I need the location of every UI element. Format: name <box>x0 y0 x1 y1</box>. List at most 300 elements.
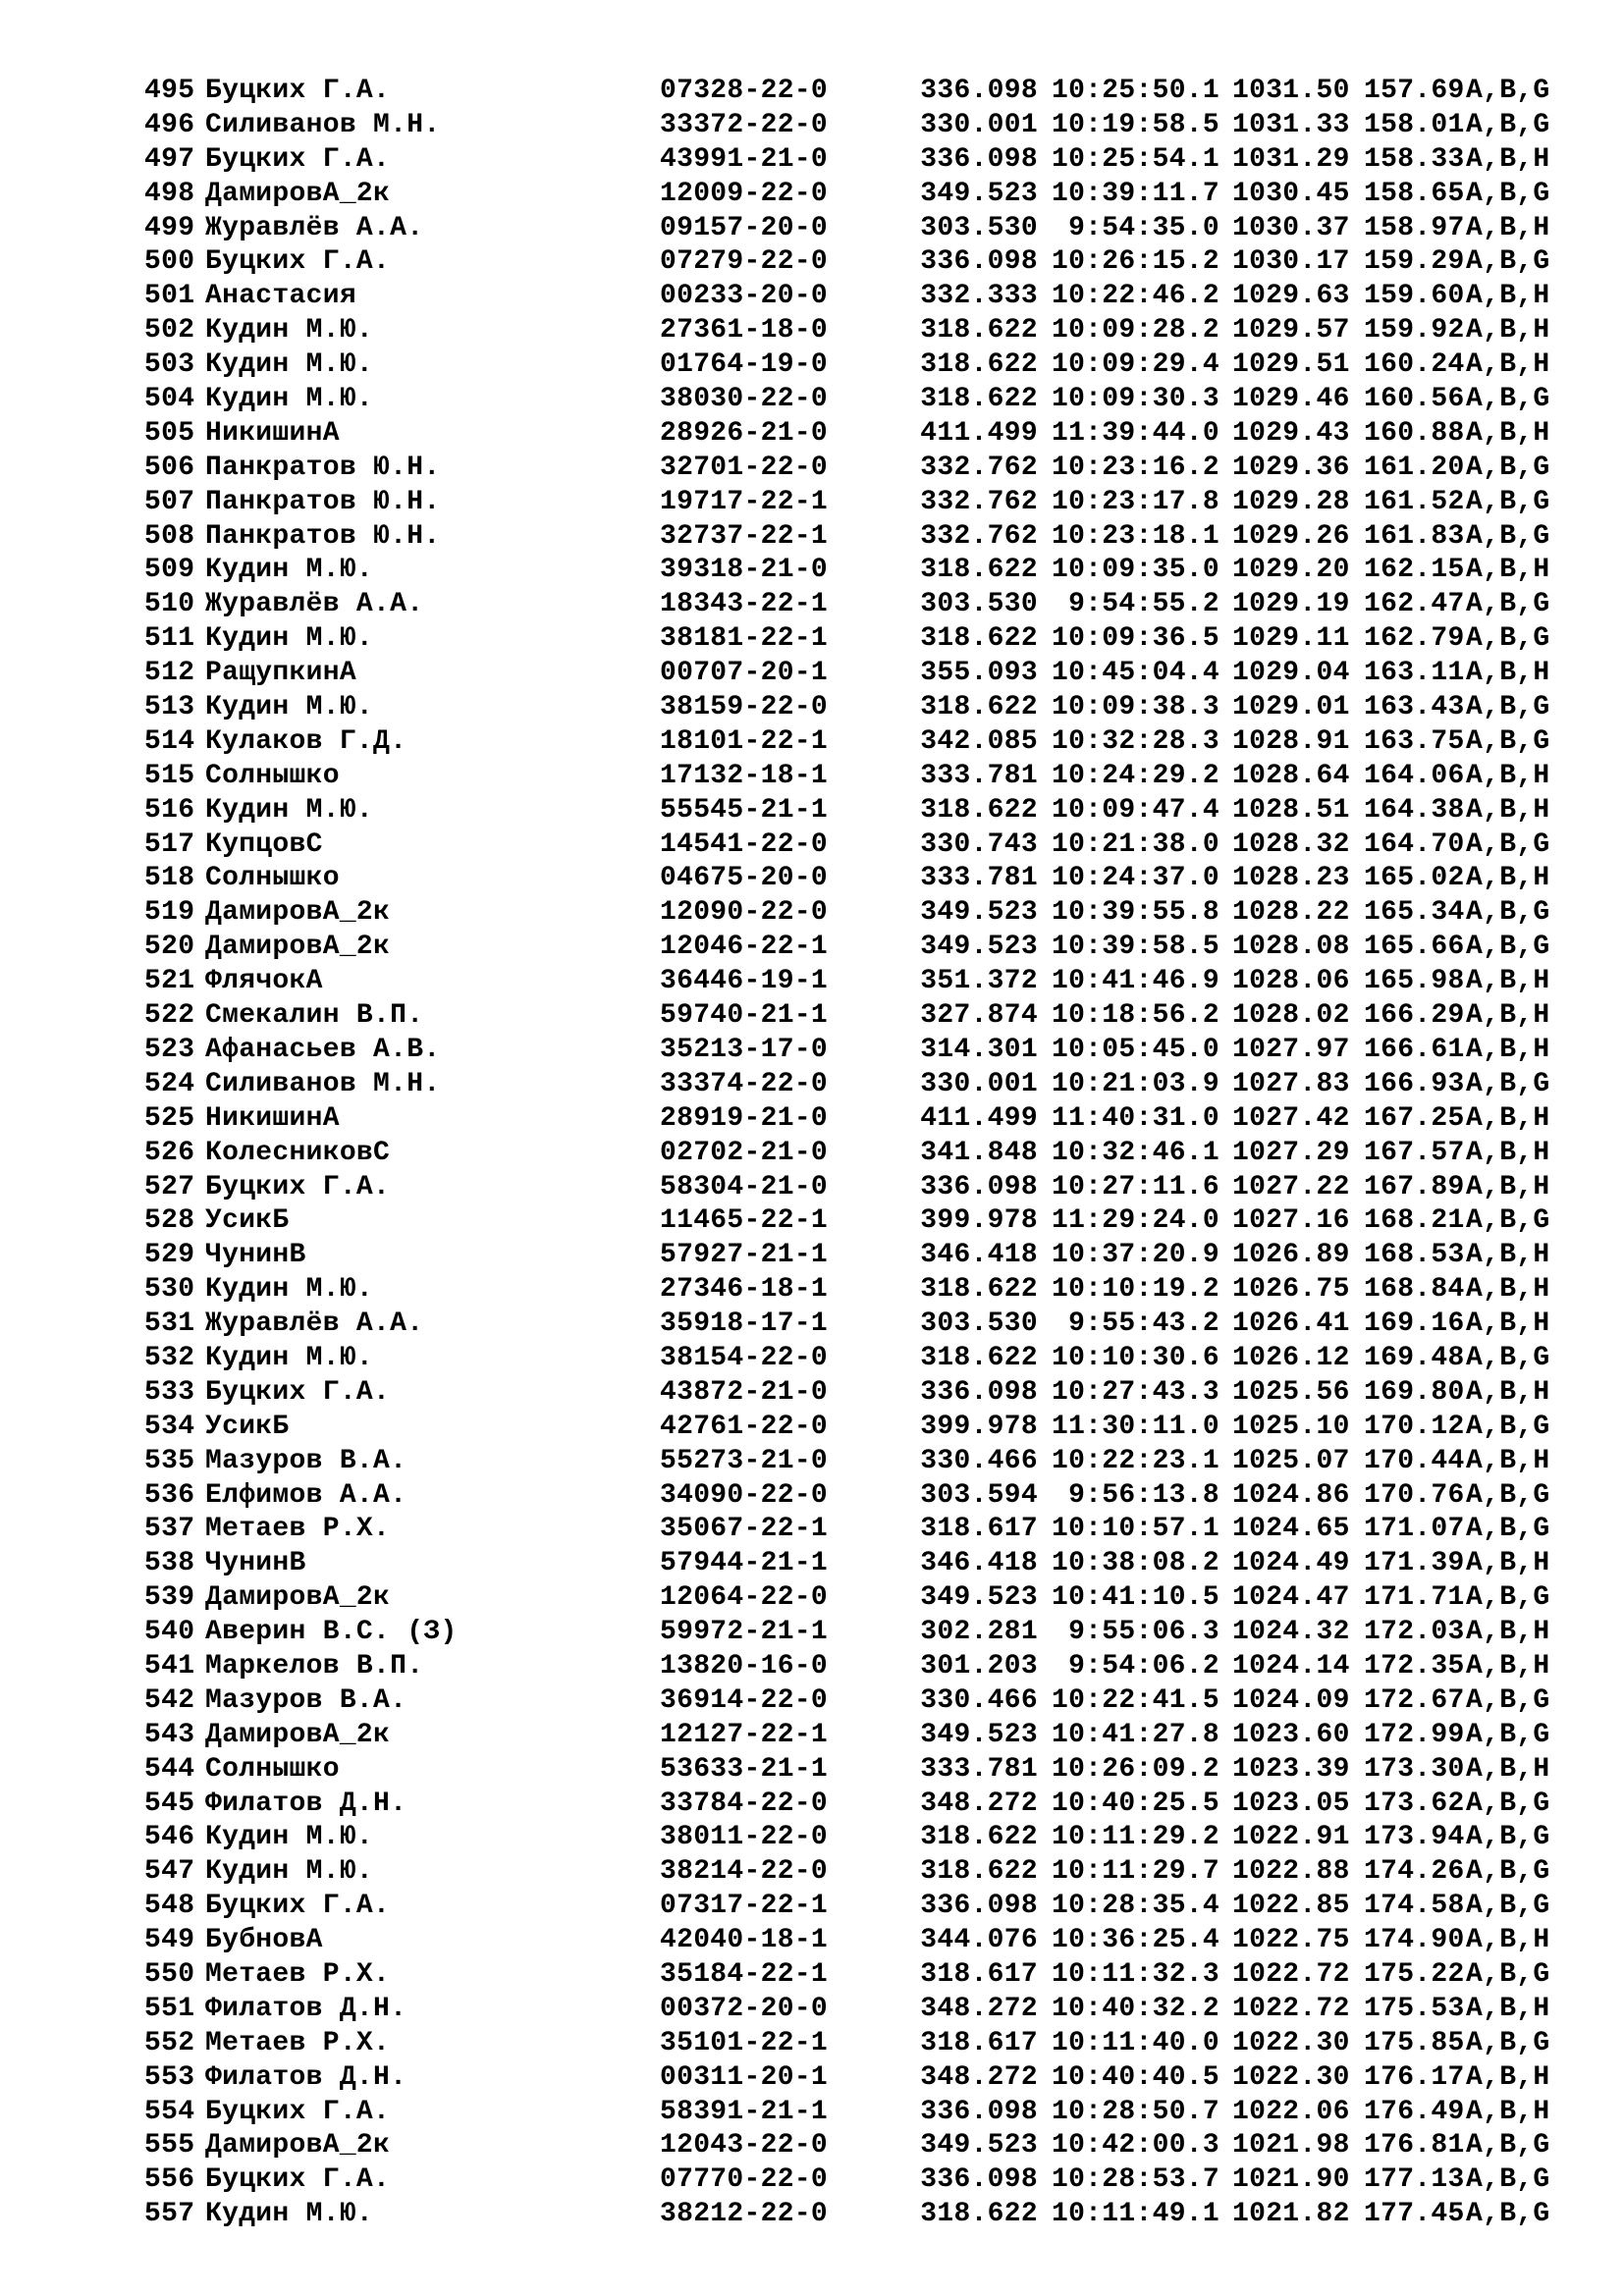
distance: 349.523 <box>920 2130 1038 2162</box>
arrival-time: 10:41:27.8 <box>1051 1719 1219 1750</box>
result-row <box>144 75 1558 109</box>
result-row <box>144 452 1558 486</box>
arrival-time: 10:18:56.2 <box>1051 1000 1219 1032</box>
arrival-time: 10:36:25.4 <box>1051 1925 1219 1956</box>
fancier-name: ДамировА_2к <box>205 178 391 209</box>
result-row <box>144 1650 1558 1684</box>
result-row <box>144 760 1558 794</box>
distance: 355.093 <box>920 658 1038 689</box>
speed: 1024.14 <box>1232 1650 1350 1682</box>
result-row <box>144 896 1558 931</box>
result-row <box>144 1821 1558 1855</box>
arrival-time: 9:55:43.2 <box>1068 1308 1219 1340</box>
speed: 1030.45 <box>1232 178 1350 209</box>
ring-number: 07279-22-0 <box>660 246 829 278</box>
speed: 1028.23 <box>1232 863 1350 894</box>
fancier-name: Филатов Д.Н. <box>205 1993 407 2024</box>
ring-number: 02702-21-0 <box>660 1137 829 1168</box>
arrival-time: 10:26:09.2 <box>1051 1753 1219 1785</box>
fancier-name: Силиванов М.Н. <box>205 1068 441 1099</box>
speed: 1027.42 <box>1232 1102 1350 1134</box>
row-number: 552 <box>144 2027 195 2058</box>
ring-number: 11465-22-1 <box>660 1205 829 1237</box>
result-row <box>144 1684 1558 1719</box>
points: 168.21 <box>1364 1205 1465 1237</box>
result-row <box>144 1719 1558 1753</box>
arrival-time: 10:25:54.1 <box>1051 143 1219 175</box>
ring-number: 00233-20-0 <box>660 281 829 312</box>
points: 175.85 <box>1364 2027 1465 2058</box>
distance: 330.001 <box>920 1068 1038 1099</box>
groups: A,B,H <box>1466 555 1550 586</box>
arrival-time: 10:10:30.6 <box>1051 1342 1219 1373</box>
groups: A,B,G <box>1466 623 1550 655</box>
points: 174.58 <box>1364 1891 1465 1922</box>
speed: 1021.82 <box>1232 2199 1350 2230</box>
speed: 1031.33 <box>1232 109 1350 140</box>
distance: 342.085 <box>920 725 1038 757</box>
distance: 318.622 <box>920 692 1038 723</box>
row-number: 514 <box>144 725 195 757</box>
speed: 1024.49 <box>1232 1548 1350 1579</box>
points: 162.47 <box>1364 589 1465 620</box>
row-number: 527 <box>144 1171 195 1202</box>
fancier-name: Буцких Г.А. <box>205 2164 391 2196</box>
groups: A,B,G <box>1466 384 1550 415</box>
fancier-name: Солнышко <box>205 863 340 894</box>
fancier-name: Маркелов В.П. <box>205 1650 424 1682</box>
ring-number: 34090-22-0 <box>660 1479 829 1511</box>
arrival-time: 10:05:45.0 <box>1051 1034 1219 1065</box>
ring-number: 07317-22-1 <box>660 1891 829 1922</box>
points: 173.30 <box>1364 1753 1465 1785</box>
ring-number: 38214-22-0 <box>660 1856 829 1888</box>
result-row <box>144 657 1558 691</box>
row-number: 536 <box>144 1479 195 1511</box>
distance: 332.333 <box>920 281 1038 312</box>
points: 164.70 <box>1364 828 1465 860</box>
result-row <box>144 1308 1558 1342</box>
result-row <box>144 314 1558 348</box>
distance: 301.203 <box>920 1650 1038 1682</box>
result-row <box>144 109 1558 143</box>
distance: 330.466 <box>920 1684 1038 1716</box>
points: 175.22 <box>1364 1958 1465 1990</box>
speed: 1026.41 <box>1232 1308 1350 1340</box>
result-row <box>144 1958 1558 1993</box>
fancier-name: Кудин М.Ю. <box>205 349 374 381</box>
groups: A,B,G <box>1466 2199 1550 2230</box>
result-row <box>144 1171 1558 1205</box>
points: 160.56 <box>1364 384 1465 415</box>
fancier-name: Мазуров В.А. <box>205 1684 407 1716</box>
distance: 336.098 <box>920 246 1038 278</box>
ring-number: 43872-21-0 <box>660 1376 829 1408</box>
fancier-name: Буцких Г.А. <box>205 1891 391 1922</box>
arrival-time: 10:25:50.1 <box>1051 76 1219 106</box>
result-row <box>144 622 1558 657</box>
points: 172.03 <box>1364 1617 1465 1648</box>
speed: 1022.85 <box>1232 1891 1350 1922</box>
ring-number: 00311-20-1 <box>660 2061 829 2093</box>
result-row <box>144 1204 1558 1239</box>
arrival-time: 10:09:35.0 <box>1051 555 1219 586</box>
groups: A,B,H <box>1466 1650 1550 1682</box>
speed: 1022.30 <box>1232 2027 1350 2058</box>
ring-number: 12009-22-0 <box>660 178 829 209</box>
speed: 1029.36 <box>1232 452 1350 483</box>
points: 170.12 <box>1364 1411 1465 1442</box>
groups: A,B,H <box>1466 1034 1550 1065</box>
distance: 318.622 <box>920 1856 1038 1888</box>
speed: 1028.22 <box>1232 897 1350 929</box>
points: 171.71 <box>1364 1582 1465 1614</box>
arrival-time: 10:11:49.1 <box>1051 2199 1219 2230</box>
ring-number: 35067-22-1 <box>660 1514 829 1545</box>
groups: A,B,G <box>1466 1788 1550 1819</box>
points: 172.35 <box>1364 1650 1465 1682</box>
distance: 399.978 <box>920 1205 1038 1237</box>
speed: 1029.26 <box>1232 520 1350 552</box>
results-page <box>144 75 1558 2232</box>
ring-number: 38154-22-0 <box>660 1342 829 1373</box>
arrival-time: 10:37:20.9 <box>1051 1240 1219 1271</box>
points: 165.02 <box>1364 863 1465 894</box>
groups: A,B,G <box>1466 1958 1550 1990</box>
points: 166.93 <box>1364 1068 1465 1099</box>
groups: A,B,G <box>1466 486 1550 517</box>
result-row <box>144 280 1558 314</box>
ring-number: 39318-21-0 <box>660 555 829 586</box>
ring-number: 19717-22-1 <box>660 486 829 517</box>
fancier-name: КупцовС <box>205 828 323 860</box>
row-number: 520 <box>144 932 195 963</box>
distance: 349.523 <box>920 1582 1038 1614</box>
speed: 1023.60 <box>1232 1719 1350 1750</box>
points: 174.26 <box>1364 1856 1465 1888</box>
ring-number: 12090-22-0 <box>660 897 829 929</box>
fancier-name: Анастасия <box>205 281 356 312</box>
ring-number: 55273-21-0 <box>660 1445 829 1476</box>
ring-number: 12043-22-0 <box>660 2130 829 2162</box>
fancier-name: ЧунинВ <box>205 1240 306 1271</box>
fancier-name: Кудин М.Ю. <box>205 315 374 347</box>
distance: 327.874 <box>920 1000 1038 1032</box>
arrival-time: 10:39:11.7 <box>1051 178 1219 209</box>
fancier-name: Метаев Р.Х. <box>205 1514 391 1545</box>
fancier-name: Филатов Д.Н. <box>205 1788 407 1819</box>
distance: 318.622 <box>920 1274 1038 1306</box>
groups: A,B,G <box>1466 725 1550 757</box>
row-number: 555 <box>144 2130 195 2162</box>
arrival-time: 10:09:29.4 <box>1051 349 1219 381</box>
groups: A,B,G <box>1466 1068 1550 1099</box>
ring-number: 58391-21-1 <box>660 2096 829 2127</box>
arrival-time: 10:09:47.4 <box>1051 794 1219 826</box>
fancier-name: Елфимов А.А. <box>205 1479 407 1511</box>
fancier-name: Журавлёв А.А. <box>205 1308 424 1340</box>
points: 168.53 <box>1364 1240 1465 1271</box>
distance: 318.622 <box>920 349 1038 381</box>
result-row <box>144 178 1558 212</box>
distance: 318.617 <box>920 2027 1038 2058</box>
groups: A,B,H <box>1466 966 1550 997</box>
arrival-time: 9:55:06.3 <box>1068 1617 1219 1648</box>
arrival-time: 10:27:43.3 <box>1051 1376 1219 1408</box>
fancier-name: ДамировА_2к <box>205 2130 391 2162</box>
speed: 1023.05 <box>1232 1788 1350 1819</box>
points: 159.29 <box>1364 246 1465 278</box>
ring-number: 35184-22-1 <box>660 1958 829 1990</box>
groups: A,B,H <box>1466 1308 1550 1340</box>
fancier-name: Журавлёв А.А. <box>205 589 424 620</box>
groups: A,B,H <box>1466 1617 1550 1648</box>
ring-number: 12127-22-1 <box>660 1719 829 1750</box>
points: 167.89 <box>1364 1171 1465 1202</box>
points: 163.11 <box>1364 658 1465 689</box>
speed: 1031.29 <box>1232 143 1350 175</box>
points: 170.44 <box>1364 1445 1465 1476</box>
arrival-time: 10:19:58.5 <box>1051 109 1219 140</box>
speed: 1026.12 <box>1232 1342 1350 1373</box>
arrival-time: 11:29:24.0 <box>1051 1205 1219 1237</box>
groups: A,B,G <box>1466 1856 1550 1888</box>
row-number: 529 <box>144 1240 195 1271</box>
fancier-name: КолесниковС <box>205 1137 391 1168</box>
fancier-name: ФлячокА <box>205 966 323 997</box>
result-row <box>144 245 1558 280</box>
groups: A,B,H <box>1466 1102 1550 1134</box>
distance: 303.530 <box>920 589 1038 620</box>
row-number: 544 <box>144 1753 195 1785</box>
row-number: 543 <box>144 1719 195 1750</box>
row-number: 533 <box>144 1376 195 1408</box>
points: 176.49 <box>1364 2096 1465 2127</box>
row-number: 521 <box>144 966 195 997</box>
groups: A,B,H <box>1466 1000 1550 1032</box>
groups: A,B,H <box>1466 2096 1550 2127</box>
speed: 1027.16 <box>1232 1205 1350 1237</box>
row-number: 528 <box>144 1205 195 1237</box>
row-number: 547 <box>144 1856 195 1888</box>
groups: A,B,G <box>1466 1684 1550 1716</box>
groups: A,B,G <box>1466 2027 1550 2058</box>
row-number: 542 <box>144 1684 195 1716</box>
result-row <box>144 828 1558 863</box>
ring-number: 00372-20-0 <box>660 1993 829 2024</box>
result-row <box>144 1239 1558 1273</box>
row-number: 509 <box>144 555 195 586</box>
speed: 1022.75 <box>1232 1925 1350 1956</box>
speed: 1030.37 <box>1232 212 1350 243</box>
distance: 303.530 <box>920 212 1038 243</box>
row-number: 541 <box>144 1650 195 1682</box>
ring-number: 14541-22-0 <box>660 828 829 860</box>
speed: 1027.83 <box>1232 1068 1350 1099</box>
ring-number: 33374-22-0 <box>660 1068 829 1099</box>
points: 167.25 <box>1364 1102 1465 1134</box>
arrival-time: 10:40:32.2 <box>1051 1993 1219 2024</box>
arrival-time: 10:24:37.0 <box>1051 863 1219 894</box>
points: 169.80 <box>1364 1376 1465 1408</box>
distance: 333.781 <box>920 1753 1038 1785</box>
fancier-name: Метаев Р.Х. <box>205 1958 391 1990</box>
points: 177.13 <box>1364 2164 1465 2196</box>
speed: 1024.65 <box>1232 1514 1350 1545</box>
arrival-time: 9:54:55.2 <box>1068 589 1219 620</box>
groups: A,B,H <box>1466 760 1550 791</box>
fancier-name: Панкратов Ю.Н. <box>205 486 441 517</box>
groups: A,B,H <box>1466 212 1550 243</box>
arrival-time: 10:22:41.5 <box>1051 1684 1219 1716</box>
points: 173.94 <box>1364 1822 1465 1853</box>
row-number: 530 <box>144 1274 195 1306</box>
speed: 1024.32 <box>1232 1617 1350 1648</box>
result-row <box>144 348 1558 383</box>
groups: A,B,G <box>1466 520 1550 552</box>
ring-number: 27361-18-0 <box>660 315 829 347</box>
points: 167.57 <box>1364 1137 1465 1168</box>
result-row <box>144 862 1558 896</box>
ring-number: 33784-22-0 <box>660 1788 829 1819</box>
fancier-name: Панкратов Ю.Н. <box>205 452 441 483</box>
points: 175.53 <box>1364 1993 1465 2024</box>
fancier-name: Буцких Г.А. <box>205 246 391 278</box>
ring-number: 07770-22-0 <box>660 2164 829 2196</box>
ring-number: 32737-22-1 <box>660 520 829 552</box>
speed: 1025.07 <box>1232 1445 1350 1476</box>
row-number: 540 <box>144 1617 195 1648</box>
ring-number: 13820-16-0 <box>660 1650 829 1682</box>
speed: 1029.19 <box>1232 589 1350 620</box>
result-row <box>144 1342 1558 1376</box>
points: 157.69 <box>1364 76 1465 106</box>
speed: 1027.22 <box>1232 1171 1350 1202</box>
result-row <box>144 1479 1558 1514</box>
fancier-name: Мазуров В.А. <box>205 1445 407 1476</box>
row-number: 524 <box>144 1068 195 1099</box>
result-row <box>144 2027 1558 2061</box>
fancier-name: РащупкинА <box>205 658 356 689</box>
arrival-time: 11:40:31.0 <box>1051 1102 1219 1134</box>
distance: 303.594 <box>920 1479 1038 1511</box>
distance: 411.499 <box>920 1102 1038 1134</box>
speed: 1026.89 <box>1232 1240 1350 1271</box>
distance: 318.622 <box>920 1342 1038 1373</box>
distance: 349.523 <box>920 897 1038 929</box>
ring-number: 38011-22-0 <box>660 1822 829 1853</box>
speed: 1030.17 <box>1232 246 1350 278</box>
points: 171.07 <box>1364 1514 1465 1545</box>
fancier-name: УсикБ <box>205 1411 290 1442</box>
speed: 1029.01 <box>1232 692 1350 723</box>
fancier-name: Солнышко <box>205 1753 340 1785</box>
groups: A,B,G <box>1466 2164 1550 2196</box>
result-row <box>144 1068 1558 1102</box>
result-row <box>144 1616 1558 1650</box>
ring-number: 35213-17-0 <box>660 1034 829 1065</box>
points: 163.75 <box>1364 725 1465 757</box>
result-row <box>144 1102 1558 1137</box>
result-row <box>144 1034 1558 1068</box>
groups: A,B,H <box>1466 1548 1550 1579</box>
row-number: 519 <box>144 897 195 929</box>
result-row <box>144 2096 1558 2130</box>
fancier-name: ДамировА_2к <box>205 1719 391 1750</box>
fancier-name: Кудин М.Ю. <box>205 555 374 586</box>
ring-number: 01764-19-0 <box>660 349 829 381</box>
row-number: 523 <box>144 1034 195 1065</box>
groups: A,B,H <box>1466 1993 1550 2024</box>
ring-number: 38030-22-0 <box>660 384 829 415</box>
arrival-time: 10:26:15.2 <box>1051 246 1219 278</box>
speed: 1028.64 <box>1232 760 1350 791</box>
fancier-name: Силиванов М.Н. <box>205 109 441 140</box>
speed: 1022.72 <box>1232 1993 1350 2024</box>
arrival-time: 9:56:13.8 <box>1068 1479 1219 1511</box>
distance: 411.499 <box>920 417 1038 449</box>
result-row <box>144 1376 1558 1411</box>
result-row <box>144 2198 1558 2232</box>
speed: 1021.98 <box>1232 2130 1350 2162</box>
row-number: 531 <box>144 1308 195 1340</box>
row-number: 502 <box>144 315 195 347</box>
groups: A,B,H <box>1466 1274 1550 1306</box>
distance: 318.617 <box>920 1958 1038 1990</box>
distance: 318.622 <box>920 623 1038 655</box>
arrival-time: 11:30:11.0 <box>1051 1411 1219 1442</box>
speed: 1029.43 <box>1232 417 1350 449</box>
result-row <box>144 383 1558 417</box>
distance: 330.743 <box>920 828 1038 860</box>
row-number: 550 <box>144 1958 195 1990</box>
distance: 318.622 <box>920 555 1038 586</box>
row-number: 517 <box>144 828 195 860</box>
row-number: 499 <box>144 212 195 243</box>
distance: 346.418 <box>920 1240 1038 1271</box>
arrival-time: 10:41:10.5 <box>1051 1582 1219 1614</box>
points: 177.45 <box>1364 2199 1465 2230</box>
distance: 341.848 <box>920 1137 1038 1168</box>
points: 168.84 <box>1364 1274 1465 1306</box>
fancier-name: ДамировА_2к <box>205 897 391 929</box>
points: 176.81 <box>1364 2130 1465 2162</box>
result-row <box>144 725 1558 760</box>
groups: A,B,G <box>1466 1582 1550 1614</box>
row-number: 539 <box>144 1582 195 1614</box>
arrival-time: 10:23:17.8 <box>1051 486 1219 517</box>
points: 162.79 <box>1364 623 1465 655</box>
ring-number: 42040-18-1 <box>660 1925 829 1956</box>
fancier-name: Буцких Г.А. <box>205 1376 391 1408</box>
groups: A,B,H <box>1466 1240 1550 1271</box>
speed: 1027.29 <box>1232 1137 1350 1168</box>
row-number: 504 <box>144 384 195 415</box>
distance: 318.617 <box>920 1514 1038 1545</box>
groups: A,B,G <box>1466 1411 1550 1442</box>
row-number: 512 <box>144 658 195 689</box>
speed: 1031.50 <box>1232 76 1350 106</box>
result-row <box>144 999 1558 1034</box>
fancier-name: Кудин М.Ю. <box>205 1342 374 1373</box>
groups: A,B,H <box>1466 1171 1550 1202</box>
row-number: 510 <box>144 589 195 620</box>
row-number: 551 <box>144 1993 195 2024</box>
distance: 336.098 <box>920 2164 1038 2196</box>
arrival-time: 10:09:30.3 <box>1051 384 1219 415</box>
distance: 318.622 <box>920 1822 1038 1853</box>
distance: 318.622 <box>920 384 1038 415</box>
